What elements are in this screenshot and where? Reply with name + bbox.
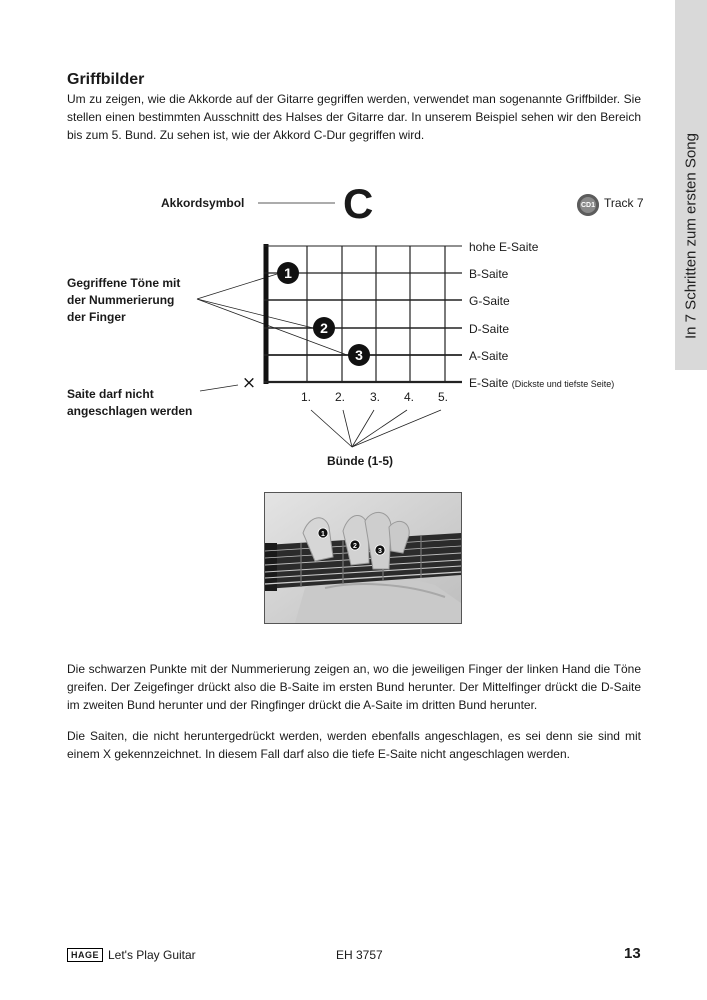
- svg-text:3: 3: [355, 347, 363, 363]
- fret-pointer-line: [352, 410, 441, 447]
- chord-symbol: C: [343, 180, 374, 227]
- muted-label-line1: Saite darf nicht: [67, 387, 154, 401]
- intro-paragraph: Um zu zeigen, wie die Akkorde auf der Gitarre gegriffen werden, verwendet man sogenannte Griffbilder. Sie stellen einen bestimmten Ausschnitt des Halses der Gitarre dar. In unserem Beispiel sehen wir den Bereich bis zum 5. Bund. Zu sehen ist, wie der Akkord C-Dur gegriffen wird.: [67, 92, 641, 142]
- book-title: Let's Play Guitar: [108, 948, 196, 962]
- chapter-title: In 7 Schritten zum ersten Song: [682, 133, 700, 339]
- muted-label-line2: angeschlagen werden: [67, 404, 193, 418]
- finger-dot-1: [277, 262, 299, 284]
- svg-text:2: 2: [353, 543, 357, 550]
- akkordsymbol-label: Akkordsymbol: [161, 196, 245, 210]
- photo-finger-mark-1: [318, 528, 328, 538]
- string-label: B-Saite: [469, 267, 509, 281]
- muted-string-marker: ×: [241, 373, 257, 393]
- photo-finger-mark-3: [375, 545, 385, 555]
- page-number: 13: [624, 945, 641, 962]
- hand-on-fretboard-illustration: [265, 493, 461, 623]
- unpressed-strings-paragraph: Die Saiten, die nicht heruntergedrückt werden, werden ebenfalls angeschlagen, es sei denn sie sind mit einem X gekennzeichnet. In diesem Fall darf also die tiefe E-Saite nicht angeschlagen werden.: [67, 729, 641, 761]
- fret-number: 2.: [335, 390, 346, 404]
- track-label: Track 7: [604, 196, 644, 210]
- svg-text:2: 2: [320, 320, 328, 336]
- frets-caption: Bünde (1-5): [327, 454, 393, 468]
- svg-text:3: 3: [378, 548, 382, 555]
- fret-pointer-line: [352, 410, 374, 447]
- string-note: (Dickste und tiefste Seite): [511, 379, 615, 389]
- fret-number: 5.: [438, 390, 449, 404]
- fret-number: 1.: [301, 390, 312, 404]
- string-label: A-Saite: [469, 349, 509, 363]
- fret-number: 3.: [370, 390, 381, 404]
- svg-text:1: 1: [321, 531, 325, 538]
- finger-dots-paragraph: Die schwarzen Punkte mit der Nummerierung zeigen an, wo die jeweiligen Finger der linken Hand die Töne greifen. Der Zeigefinger drückt also die B-Saite im ersten Bund herunter. Der Mittelfinger drückt die D-Saite im zweiten Bund herunter und der Ringfinger drückt die A-Saite im dritten Bund herunter.: [67, 662, 641, 712]
- cd-icon: CD1: [577, 194, 599, 216]
- fret-pointer-line: [352, 410, 407, 447]
- fret-pointer-line: [343, 410, 352, 447]
- photo-finger-mark-2: [350, 540, 360, 550]
- fingered-label-line3: der Finger: [67, 310, 126, 324]
- fingered-label-line1: Gegriffene Töne mit: [67, 276, 181, 290]
- finger-pointer-line: [197, 299, 313, 328]
- string-label: E-Saite (Dickste und tiefste Seite): [469, 376, 615, 390]
- book-code: EH 3757: [336, 948, 383, 962]
- fingered-label-line2: der Nummerierung: [67, 293, 175, 307]
- finger-dot-3: [348, 344, 370, 366]
- fret-pointer-line: [311, 410, 352, 447]
- section-heading: Griffbilder: [67, 71, 145, 88]
- string-label: G-Saite: [469, 294, 510, 308]
- string-label: D-Saite: [469, 322, 510, 336]
- string-label: hohe E-Saite: [469, 240, 539, 254]
- chord-photo: [264, 492, 462, 624]
- finger-dot-2: [313, 317, 335, 339]
- muted-pointer-line: [200, 385, 238, 391]
- fret-number: 4.: [404, 390, 415, 404]
- svg-text:1: 1: [284, 265, 292, 281]
- publisher-logo: HAGE: [67, 948, 103, 962]
